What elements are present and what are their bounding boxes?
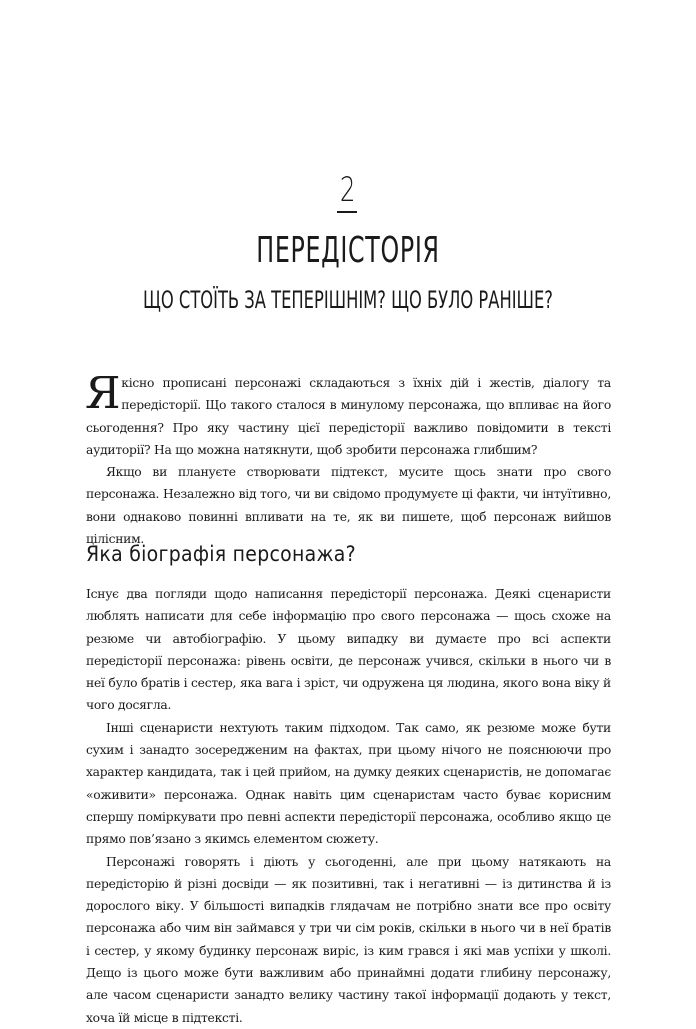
chapter-title: ПЕРЕДІСТОРІЯ (256, 230, 440, 271)
intro-paragraph-2: Якщо ви плануєте створювати підтекст, мусите щось знати про свого персонажа. Незалежно від того, чи ви свідомо продумуєте ці факти, чи інтуїтивно, вони однаково повинні впливати на те, як ви пишете, щоб персонаж вийшов цілісним. (86, 465, 611, 547)
section-paragraph-3: Персонажі говорять і діють у сьогоденні, але при цьому натякають на передісторію й різні досвіди — як позитивні, так і негативні — із дитинства й із дорослого віку. У більшості випадків глядачам не потрібно знати все про освіту персонажа або чим він займався у три чи сім років, скільки в нього чи в неї братів і сестер, у якому будинку персонаж виріс, із ким грався і які мав успіхи у школі. Дещо із цього може бути важливим або принаймні додати глибину персонажу, але часом сценаристи занадто велику частину такої інформації додають у текст, хоча їй місце в підтексті. (86, 854, 611, 1025)
intro-text (85, 368, 611, 550)
intro-paragraph-1-text: кісно прописані персонажі складаються з їхніх дій і жестів, діалогу та передісторії. Що такого сталося в минулому персонажа, що впливає на його сьогодення? Про яку частину цієї передісторії важливо повідомити в тексті аудиторії? На що можна натякнути, щоб зробити персонажа глибшим? (86, 376, 611, 457)
section-paragraph-2: Інші сценаристи нехтують таким підходом. Так само, як резюме може бути сухим і занадто зосередженим на фактах, при цьому нічого не пояснюючи про характер кандидата, так і цей прийом, на думку деяких сценаристів, не допомагає «оживити» персонажа. Однак навіть цим сценаристам часто буває корисним спершу поміркувати про певні аспекти передісторії персонажа, особливо якщо це прямо пов’язано з якимсь елементом сюжету. (86, 720, 611, 847)
section-text (86, 583, 611, 1029)
section-paragraph-1: Існує два погляди щодо написання передісторії персонажа. Деякі сценаристи люблять написати для себе інформацію про свого персонажа — щось схоже на резюме чи автобіографію. У цьому випадку ви думаєте про всі аспекти передісторії персонажа: рівень освіти, де персонаж учився, скільки в нього чи в неї було братів і сестер, яка вага і зріст, чи одружена ця людина, якого вона віку й чого досягла. (86, 587, 611, 713)
drop-cap: Я (85, 368, 121, 419)
chapter-number-underline (337, 211, 357, 213)
chapter-number: 2 (339, 170, 357, 210)
chapter-subtitle: ЩО СТОЇТЬ ЗА ТЕПЕРІШНІМ? ЩО БУЛО РАНІШЕ? (143, 286, 553, 314)
section-heading: Яка біографія персонажа? (86, 542, 356, 566)
intro-paragraph-1 (85, 368, 611, 461)
